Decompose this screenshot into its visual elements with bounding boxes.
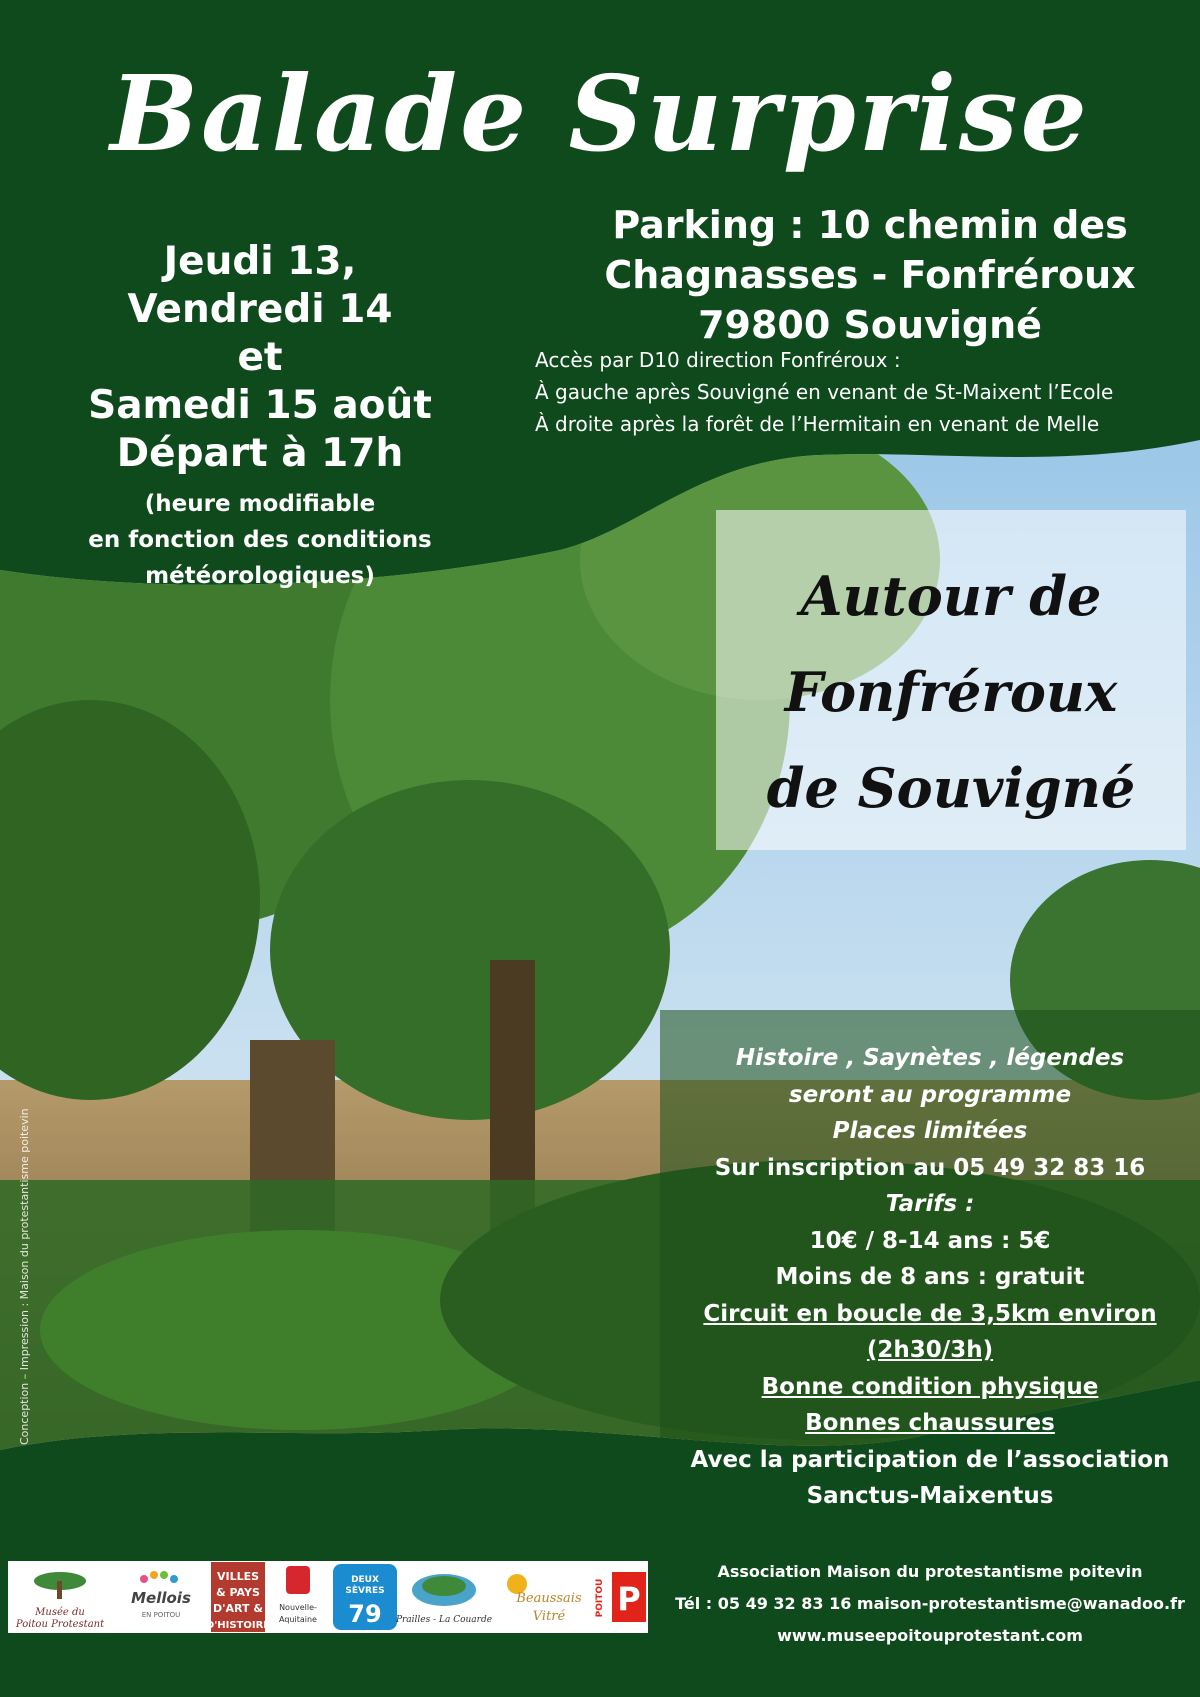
note-line: météorologiques)	[145, 563, 375, 589]
svg-text:& PAYS: & PAYS	[216, 1586, 260, 1599]
svg-text:79: 79	[348, 1600, 382, 1628]
info-line: Places limitées	[832, 1118, 1028, 1144]
info-line: Histoire , Saynètes , légendes	[735, 1045, 1125, 1071]
svg-text:DEUX: DEUX	[351, 1575, 379, 1585]
subtitle-line: de Souvigné	[766, 756, 1136, 820]
info-line: seront au programme	[788, 1081, 1072, 1108]
subtitle-line: Autour de	[800, 564, 1102, 628]
info-line: Avec la participation de l’association	[690, 1446, 1170, 1473]
info-line: Tarifs :	[885, 1191, 975, 1217]
time-note	[20, 486, 500, 594]
svg-text:D'HISTOIRE: D'HISTOIRE	[205, 1620, 271, 1631]
info-line: Bonnes chaussures	[805, 1410, 1055, 1436]
logo-villes	[205, 1561, 271, 1633]
parking-address	[560, 200, 1180, 350]
logo-poitou	[588, 1561, 648, 1633]
svg-text:Nouvelle-: Nouvelle-	[279, 1603, 317, 1612]
note-line: en fonction des conditions	[88, 527, 432, 553]
svg-text:Aquitaine: Aquitaine	[279, 1615, 317, 1624]
svg-text:SÈVRES: SÈVRES	[345, 1586, 385, 1596]
logo-musee	[8, 1561, 112, 1633]
subtitle	[716, 548, 1186, 836]
footer-contact	[660, 1556, 1200, 1652]
svg-text:Vitré: Vitré	[532, 1609, 566, 1624]
svg-text:Prailles - La Couarde: Prailles - La Couarde	[395, 1615, 493, 1625]
poster-title: Balade Surprise	[110, 52, 1090, 175]
info-line: (2h30/3h)	[866, 1337, 994, 1363]
info-price: 10€ / 8-14 ans : 5€	[809, 1227, 1051, 1254]
dates-line: Jeudi 13,	[163, 239, 357, 284]
partner-logos	[8, 1561, 648, 1633]
side-credit: Conception – Impression : Maison du protestantisme poitevin	[18, 1108, 31, 1445]
footer-website-link[interactable]: www.museepoitouprotestant.com	[777, 1626, 1083, 1645]
info-line: Bonne condition physique	[761, 1373, 1099, 1400]
logo-region	[266, 1561, 330, 1633]
access-line: Accès par D10 direction Fonfréroux :	[535, 348, 901, 372]
svg-text:Mellois: Mellois	[131, 1589, 191, 1607]
footer-contact-line: Tél : 05 49 32 83 16 maison-protestantisme@wanadoo.fr	[675, 1594, 1185, 1613]
svg-text:Musée du: Musée du	[35, 1607, 85, 1618]
subtitle-line: Fonfréroux	[784, 660, 1118, 724]
parking-line: 79800 Souvigné	[698, 303, 1042, 347]
info-price: Moins de 8 ans : gratuit	[775, 1264, 1085, 1290]
event-info	[660, 1040, 1200, 1515]
footer-line: Association Maison du protestantisme poitevin	[717, 1562, 1143, 1581]
parking-line: Chagnasses - Fonfréroux	[604, 253, 1136, 297]
svg-text:POITOU: POITOU	[595, 1578, 605, 1618]
svg-text:Beaussais: Beaussais	[516, 1591, 582, 1606]
info-line: Circuit en boucle de 3,5km environ	[703, 1300, 1157, 1327]
info-line: Sanctus-Maixentus	[806, 1483, 1054, 1509]
access-line: À gauche après Souvigné en venant de St-Maixent l’Ecole	[535, 380, 1114, 404]
svg-text:Poitou Protestant: Poitou Protestant	[15, 1619, 105, 1630]
dates-line: et	[237, 335, 283, 380]
svg-text:VILLES: VILLES	[216, 1570, 260, 1583]
parking-line: Parking : 10 chemin des	[612, 203, 1128, 247]
dates-line: Samedi 15 août	[88, 383, 432, 428]
event-dates	[20, 238, 500, 478]
logo-deux-sevres	[332, 1561, 398, 1633]
access-directions	[535, 344, 1195, 440]
dates-line: Vendredi 14	[127, 287, 393, 332]
logo-mellois	[112, 1561, 210, 1633]
svg-text:EN POITOU: EN POITOU	[141, 1611, 181, 1619]
logo-prailles	[395, 1561, 493, 1633]
dates-line: Départ à 17h	[116, 431, 404, 476]
svg-text:D'ART &: D'ART &	[213, 1602, 263, 1615]
info-phone: Sur inscription au 05 49 32 83 16	[714, 1154, 1146, 1181]
svg-text:P: P	[617, 1580, 641, 1618]
note-line: (heure modifiable	[144, 491, 376, 517]
logo-beaussais	[490, 1561, 586, 1633]
access-line: À droite après la forêt de l’Hermitain en venant de Melle	[535, 412, 1100, 436]
